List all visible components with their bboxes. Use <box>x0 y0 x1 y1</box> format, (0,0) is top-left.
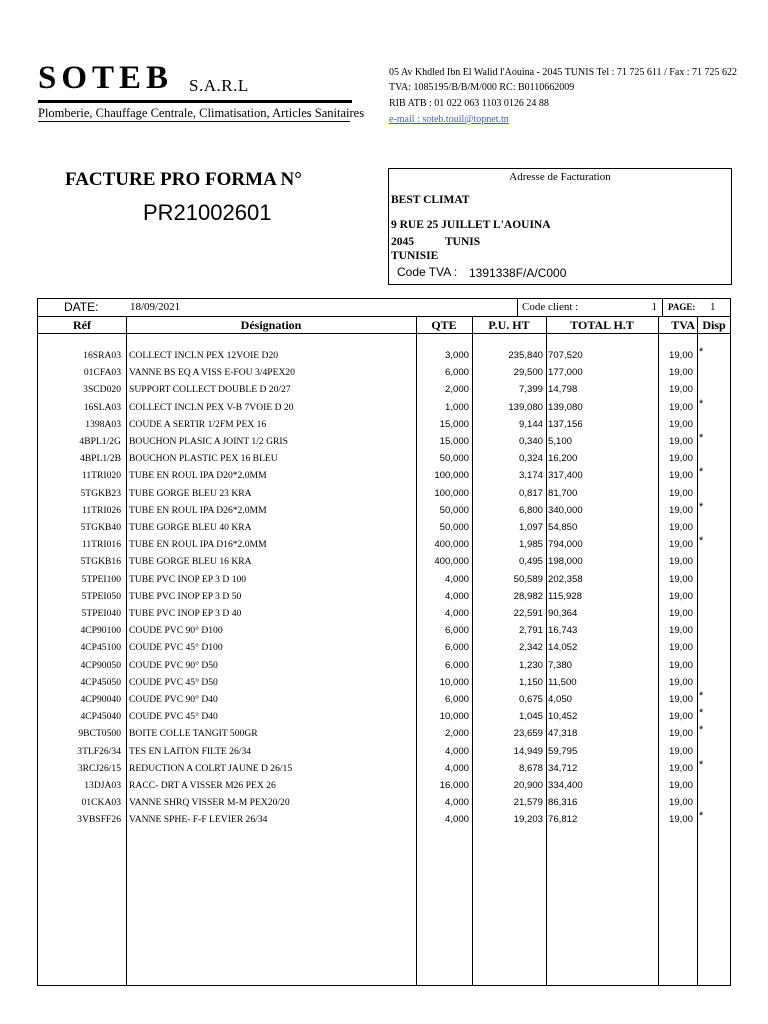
logo-underline <box>38 100 352 103</box>
row-pu: 0,495 <box>518 556 543 568</box>
row-designation: COUDE PVC 45° D100 <box>129 642 223 654</box>
row-tva: 19,00 <box>668 350 693 361</box>
company-rib: RIB ATB : 01 022 063 1103 0126 24 88 <box>389 98 549 109</box>
row-total: 47,318 <box>548 728 578 740</box>
row-tva: 19,00 <box>668 728 693 740</box>
info-row <box>38 299 730 316</box>
company-tagline: Plomberie, Chauffage Centrale, Climatisation, Articles Sanitaires <box>38 106 365 120</box>
table-row <box>38 450 730 467</box>
row-ref: 01CKA03 <box>81 797 121 809</box>
tagline-underline <box>38 121 350 122</box>
row-designation: TUBE EN ROUL IPA D16*2.0MM <box>129 539 267 551</box>
table-row <box>38 657 730 674</box>
col-header-total: TOTAL H.T <box>570 318 634 332</box>
row-total: 137,156 <box>548 418 583 430</box>
row-pu: 23,659 <box>513 728 543 740</box>
row-tva: 19,00 <box>668 401 693 413</box>
row-total: 5,100 <box>548 436 573 447</box>
row-designation: COUDE PVC 45° D40 <box>129 711 218 723</box>
row-total: 10,452 <box>548 711 578 723</box>
row-designation: VANNE SHRQ VISSER M-M PEX20/20 <box>129 797 290 809</box>
billing-header: Adresse de Facturation <box>509 171 611 183</box>
info-line-client <box>517 299 518 316</box>
row-designation: COUDE PVC 90° D50 <box>129 659 218 671</box>
row-ref: 5TPEI100 <box>81 573 121 585</box>
row-pu: 2,791 <box>518 625 543 637</box>
row-qte: 6,000 <box>444 625 469 637</box>
row-total: 86,316 <box>548 797 578 809</box>
table-row <box>38 381 730 398</box>
row-designation: TES EN LAITON FILTE 26/34 <box>129 745 252 757</box>
row-qte: 6,000 <box>444 642 469 654</box>
row-ref: 4BPL1/2B <box>79 453 121 465</box>
row-ref: 3VBSFF26 <box>77 814 121 826</box>
row-designation: BOUCHON PLASTIC PEX 16 BLEU <box>129 453 278 465</box>
row-tva: 19,00 <box>668 487 693 499</box>
row-pu: 1,150 <box>518 676 543 688</box>
row-ref: 13DJA03 <box>84 780 121 791</box>
row-designation: TUBE EN ROUL IPA D20*2.0MM <box>129 470 267 482</box>
row-ref: 3RCJ26/15 <box>77 762 121 774</box>
billing-address-box <box>388 168 732 285</box>
table-row <box>38 399 730 416</box>
row-total: 90,364 <box>548 608 578 619</box>
row-pu: 0,675 <box>518 694 543 705</box>
row-ref: 4CP45100 <box>80 642 121 654</box>
row-total: 707,520 <box>548 350 583 361</box>
row-designation: COUDE PVC 45° D50 <box>129 676 218 688</box>
row-ref: 11TRI016 <box>81 539 121 551</box>
row-disp: * <box>699 810 704 823</box>
row-ref: 5TGKB23 <box>80 487 121 499</box>
table-row <box>38 760 730 777</box>
row-tva: 19,00 <box>668 367 693 379</box>
row-ref: 4CP45050 <box>80 676 121 688</box>
row-pu: 1,097 <box>518 522 543 533</box>
row-ref: 1398A03 <box>85 418 121 430</box>
invoice-number: PR21002601 <box>143 200 272 225</box>
row-pu: 7,399 <box>518 384 543 396</box>
row-tva: 19,00 <box>668 436 693 447</box>
row-tva: 19,00 <box>668 762 693 774</box>
row-ref: 5TPEI050 <box>81 590 121 602</box>
date-label: DATE: <box>64 300 99 314</box>
row-tva: 19,00 <box>668 470 693 482</box>
company-legal-form: S.A.R.L <box>189 76 249 95</box>
row-designation: TUBE EN ROUL IPA D26*2.0MM <box>129 504 267 516</box>
table-row <box>38 502 730 519</box>
billing-street: 9 RUE 25 JUILLET L'AOUINA <box>391 219 551 231</box>
row-ref: 5TGKB40 <box>80 522 121 533</box>
row-pu: 20,900 <box>513 780 543 791</box>
row-designation: TUBE GORGE BLEU 16 KRA <box>129 556 252 568</box>
row-tva: 19,00 <box>668 573 693 585</box>
page-value: 1 <box>710 301 716 313</box>
row-designation: RACC- DRT A VISSER M26 PEX 26 <box>129 780 276 791</box>
row-designation: BOUCHON PLASIC A JOINT 1/2 GRIS <box>129 436 288 447</box>
row-qte: 4,000 <box>444 745 469 757</box>
table-row <box>38 553 730 570</box>
row-pu: 1,230 <box>518 659 543 671</box>
row-designation: COUDE PVC 90° D40 <box>129 694 218 705</box>
row-total: 14,798 <box>548 384 578 396</box>
table-row <box>38 467 730 484</box>
table-row <box>38 708 730 725</box>
row-ref: 4CP90100 <box>80 625 121 637</box>
row-qte: 10,000 <box>439 711 469 723</box>
row-disp: * <box>699 690 704 702</box>
page-label: PAGE: <box>668 302 696 312</box>
row-tva: 19,00 <box>668 453 693 465</box>
row-designation: COLLECT INCLN PEX 12VOIE D20 <box>129 350 279 361</box>
row-total: 59,795 <box>548 745 578 757</box>
row-qte: 15,000 <box>439 436 469 447</box>
row-pu: 0,817 <box>518 487 543 499</box>
row-qte: 100,000 <box>434 487 469 499</box>
table-row <box>38 811 730 828</box>
row-total: 115,928 <box>548 590 582 602</box>
row-ref: 01CFA03 <box>83 367 121 379</box>
row-qte: 2,000 <box>444 384 469 396</box>
row-total: 7,380 <box>548 659 573 671</box>
row-pu: 21,579 <box>513 797 543 809</box>
col-header-disp: Disp <box>702 318 726 332</box>
row-ref: 11TRI020 <box>81 470 121 482</box>
row-total: 34,712 <box>548 762 578 774</box>
table-row <box>38 743 730 760</box>
row-tva: 19,00 <box>668 384 693 396</box>
row-ref: 5TPEI040 <box>81 608 121 619</box>
row-tva: 19,00 <box>668 608 693 619</box>
client-code-label: Code client : <box>522 301 579 313</box>
row-total: 11,500 <box>548 676 577 688</box>
row-ref: 4CP90050 <box>80 659 121 671</box>
row-qte: 100,000 <box>434 470 469 482</box>
row-qte: 4,000 <box>444 573 469 585</box>
document-title: FACTURE PRO FORMA N° <box>65 169 302 190</box>
row-qte: 4,000 <box>444 608 469 619</box>
row-qte: 400,000 <box>434 539 469 551</box>
table-row <box>38 725 730 742</box>
table-row <box>38 639 730 656</box>
row-total: 16,200 <box>548 453 578 465</box>
row-designation: COUDE PVC 90° D100 <box>129 625 223 637</box>
row-qte: 3,000 <box>444 350 469 361</box>
row-qte: 1,000 <box>444 401 469 413</box>
row-pu: 28,982 <box>513 590 543 602</box>
billing-country: TUNISIE <box>391 250 439 262</box>
billing-city: TUNIS <box>445 236 481 248</box>
row-designation: BOITE COLLE TANGIT 500GR <box>129 728 258 740</box>
items-table <box>37 298 731 986</box>
billing-postal: 2045 <box>391 236 414 248</box>
row-qte: 4,000 <box>444 797 469 809</box>
col-header-designation: Désignation <box>240 318 302 332</box>
row-designation: SUPPORT COLLECT DOUBLE D 20/27 <box>129 384 291 396</box>
table-row <box>38 794 730 811</box>
row-total: 16,743 <box>548 625 578 637</box>
row-qte: 400,000 <box>434 556 469 568</box>
row-tva: 19,00 <box>668 522 693 533</box>
row-tva: 19,00 <box>668 625 693 637</box>
row-designation: TUBE PVC INOP EP 3 D 100 <box>129 573 247 585</box>
row-pu: 0,340 <box>518 436 543 447</box>
date-value: 18/09/2021 <box>130 301 181 313</box>
table-row <box>38 519 730 536</box>
row-qte: 50,000 <box>439 522 469 533</box>
row-pu: 139,080 <box>508 401 543 413</box>
row-ref: 4BPL1/2G <box>79 436 121 447</box>
row-disp: * <box>699 535 704 548</box>
billing-tva-label: Code TVA : <box>397 265 458 279</box>
row-total: 76,812 <box>548 814 578 826</box>
row-tva: 19,00 <box>668 556 693 568</box>
row-tva: 19,00 <box>668 504 693 516</box>
row-total: 177,000 <box>548 367 583 379</box>
row-total: 198,000 <box>548 556 583 568</box>
row-ref: 11TRI026 <box>81 504 121 516</box>
row-pu: 1,985 <box>518 539 543 551</box>
row-tva: 19,00 <box>668 539 693 551</box>
table-row <box>38 364 730 381</box>
row-tva: 19,00 <box>668 659 693 671</box>
row-disp: * <box>699 707 704 720</box>
row-pu: 29,500 <box>513 367 543 379</box>
row-designation: VANNE BS EQ A VISS E-FOU 3/4PEX20 <box>129 367 295 379</box>
row-disp: * <box>699 758 704 771</box>
table-row <box>38 485 730 502</box>
row-tva: 19,00 <box>668 797 693 809</box>
row-total: 794,000 <box>548 539 583 551</box>
row-qte: 2,000 <box>444 728 469 740</box>
col-header-pu: P.U. HT <box>488 318 530 332</box>
row-qte: 4,000 <box>444 814 469 826</box>
col-header-tva: TVA <box>671 318 695 332</box>
table-row <box>38 674 730 691</box>
company-tva-rc: TVA: 1085195/B/B/M/000 RC: B0110662009 <box>389 82 575 93</box>
table-row <box>38 605 730 622</box>
row-total: 4,050 <box>548 694 573 705</box>
row-disp: * <box>699 346 704 358</box>
table-row <box>38 777 730 794</box>
row-designation: REDUCTION A COLRT JAUNE D 26/15 <box>129 762 293 774</box>
table-row <box>38 347 730 364</box>
company-email-link[interactable]: e-mail : soteb.touil@topnet.tn <box>389 114 509 125</box>
row-tva: 19,00 <box>668 694 693 705</box>
company-logo: SOTEB <box>38 60 174 96</box>
row-tva: 19,00 <box>668 711 693 723</box>
row-designation: TUBE PVC INOP EP 3 D 40 <box>129 608 242 619</box>
table-row <box>38 536 730 553</box>
row-qte: 10,000 <box>439 676 469 688</box>
row-ref: 16SRA03 <box>83 350 121 361</box>
col-header-qte: QTE <box>431 318 457 332</box>
row-tva: 19,00 <box>668 642 693 654</box>
row-qte: 50,000 <box>439 504 469 516</box>
row-qte: 16,000 <box>439 780 469 791</box>
table-row <box>38 588 730 605</box>
row-pu: 2,342 <box>518 642 543 654</box>
row-total: 54,850 <box>548 522 578 533</box>
row-qte: 15,000 <box>439 418 469 430</box>
row-qte: 6,000 <box>444 659 469 671</box>
row-pu: 6,800 <box>518 504 543 516</box>
table-row <box>38 433 730 450</box>
row-qte: 50,000 <box>439 453 469 465</box>
row-tva: 19,00 <box>668 676 693 688</box>
row-tva: 19,00 <box>668 814 693 826</box>
row-qte: 6,000 <box>444 367 469 379</box>
row-ref: 3SCD020 <box>83 384 121 396</box>
row-designation: TUBE PVC INOP EP 3 D 50 <box>129 590 242 602</box>
row-tva: 19,00 <box>668 590 693 602</box>
row-pu: 3,174 <box>518 470 543 482</box>
row-pu: 19,203 <box>513 814 543 826</box>
row-pu: 1,045 <box>518 711 543 723</box>
row-pu: 14,949 <box>513 745 543 757</box>
row-pu: 50,589 <box>513 573 543 585</box>
row-tva: 19,00 <box>668 780 693 791</box>
row-ref: 4CP90040 <box>80 694 121 705</box>
row-total: 317,400 <box>548 470 583 482</box>
row-tva: 19,00 <box>668 745 693 757</box>
row-qte: 4,000 <box>444 590 469 602</box>
row-total: 202,358 <box>548 573 583 585</box>
row-pu: 9,144 <box>518 418 543 430</box>
table-row <box>38 571 730 588</box>
row-disp: * <box>699 724 704 737</box>
row-pu: 8,678 <box>518 762 543 774</box>
row-designation: COUDE A SERTIR 1/2FM PEX 16 <box>129 418 267 430</box>
row-total: 334,400 <box>548 780 583 791</box>
table-row <box>38 691 730 708</box>
col-header-ref: Réf <box>73 318 91 332</box>
table-row <box>38 622 730 639</box>
row-total: 340,000 <box>548 504 583 516</box>
row-designation: COLLECT INCLN PEX V-B 7VOIE D 20 <box>129 401 294 413</box>
row-qte: 4,000 <box>444 762 469 774</box>
row-ref: 9BCT0500 <box>78 728 121 740</box>
row-total: 139,080 <box>548 401 583 413</box>
row-ref: 4CP45040 <box>80 711 121 723</box>
row-ref: 3TLF26/34 <box>77 745 121 757</box>
row-disp: * <box>699 466 704 479</box>
row-pu: 235,840 <box>508 350 543 361</box>
row-ref: 16SLA03 <box>83 401 121 413</box>
row-designation: TUBE GORGE BLEU 40 KRA <box>129 522 252 533</box>
row-disp: * <box>699 500 704 513</box>
billing-tva-value: 1391338F/A/C000 <box>469 266 567 280</box>
row-tva: 19,00 <box>668 418 693 430</box>
row-designation: TUBE GORGE BLEU 23 KRA <box>129 487 252 499</box>
row-disp: * <box>699 397 704 410</box>
header-divider <box>38 333 730 334</box>
table-row <box>38 416 730 433</box>
row-disp: * <box>699 432 704 444</box>
row-ref: 5TGKB16 <box>80 556 121 568</box>
row-designation: VANNE SPHE- F-F LEVIER 26/34 <box>129 814 268 826</box>
client-code-value: 1 <box>651 301 657 313</box>
row-pu: 22,591 <box>513 608 543 619</box>
row-total: 14,052 <box>548 642 578 654</box>
company-address: 05 Av Khdled Ibn El Walid l'Aouina - 2045 TUNIS Tel : 71 725 611 / Fax : 71 725 622 <box>389 67 738 78</box>
row-total: 81,700 <box>548 487 578 499</box>
row-qte: 6,000 <box>444 694 469 705</box>
billing-name: BEST CLIMAT <box>391 194 470 206</box>
info-line-page <box>662 299 663 316</box>
row-pu: 0,324 <box>518 453 543 465</box>
